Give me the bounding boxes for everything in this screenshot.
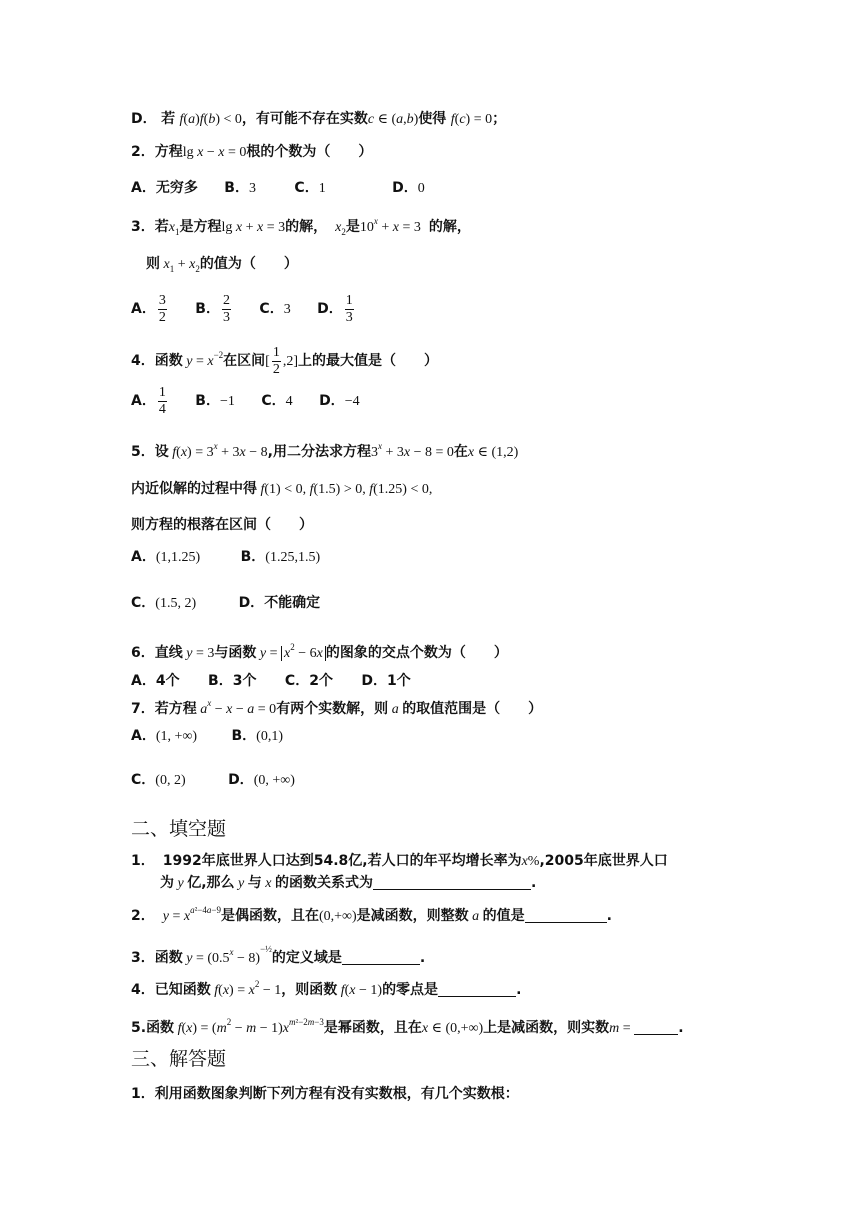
answer-blank[interactable] (634, 1020, 678, 1035)
question-5-line-2: 内近似解的过程中得 f(1) < 0, f(1.5) > 0, f(1.25) < 0, (131, 481, 433, 497)
question-4: 4．函数 $y = x^{-2}$在区间[ $\frac{1}{2}$ ,2]上的最大值是（ ） (131, 345, 439, 378)
answer-blank[interactable] (373, 875, 531, 890)
question-6-options: A．4个 B．3个 C．2个 D．1个 (131, 673, 411, 689)
fill-question-4: 4．已知函数 $f(x) = x^2 - 1$，则函数 f(x − 1)的零点是 . (131, 979, 522, 998)
question-number: 2． (131, 144, 155, 160)
question-2-options: A．无穷多 B．3 C．1 D．0 (131, 180, 425, 196)
question-5-line-3: 则方程的根落在区间（ ） (131, 517, 313, 533)
question-5: 5．设 $f(x) = 3^x + 3x - 8$,用二分法求方程$3^x + 3x - 8 = 0$在x ∈ (1,2) (131, 441, 519, 460)
answer-blank[interactable] (438, 982, 516, 997)
option-label: D． (131, 111, 157, 127)
question-3: 3．若$x_1$是方程lg x + x = 3的解， $x_2$是$10^x + x = 3$ 的解， (131, 216, 471, 237)
question-7-options-row-2: C．(0, 2) D．(0, +∞) (131, 772, 295, 788)
question-5-options-row-1: A．(1,1.25) B．(1.25,1.5) (131, 549, 321, 565)
section-heading-solve: 三、解答题 (131, 1048, 227, 1070)
question-d-line: D． 若 f(a)f(b) < 0，有可能不存在实数c ∈ (a,b)使得 f(c) = 0； (131, 111, 507, 127)
question-3-options: A． $\frac{3}{2}$ B． $\frac{2}{3}$ C．3 D． $\frac{1}{3}$ (131, 292, 353, 325)
question-5-options-row-2: C．(1.5, 2) D．不能确定 (131, 595, 321, 611)
question-3-line-2: 则 $x_1 + x_2$的值为（ ） (146, 256, 298, 274)
section-heading-fill-in: 二、填空题 (131, 818, 227, 840)
question-2: 2．方程lg x − x = 0根的个数为（ ） (131, 144, 373, 160)
question-6: 6．直线 y = 3与函数 $y = x^2 - 6x$ 的图象的交点个数为（ ） (131, 642, 508, 661)
fill-question-3: 3．函数 $y = (0.5^x - 8)^{-\frac{1}{2}}$的定义域是 . (131, 944, 426, 966)
answer-blank[interactable] (342, 950, 420, 965)
question-4-options: A． $\frac{1}{4}$ B．−1 C．4 D．−4 (131, 384, 360, 417)
fill-question-2: 2． $y = x^{a^2-4a-9}$是偶函数，且在(0,+∞)是减函数，则整数 a 的值是 . (131, 905, 612, 924)
solve-question-1: 1．利用函数图象判断下列方程有没有实数根，有几个实数根： (131, 1086, 519, 1102)
fill-question-1-line-2: 为 y 亿,那么 y 与 x 的函数关系式为 . (160, 875, 537, 891)
fill-question-1: 1． 1992年底世界人口达到54.8亿,若人口的年平均增长率为x%,2005年底世界人口 (131, 853, 668, 869)
answer-blank[interactable] (525, 908, 607, 923)
question-7-options-row-1: A．(1, +∞) B．(0,1) (131, 728, 283, 744)
question-7: 7．若方程 $a^x - x - a = 0$有两个实数解，则 a 的取值范围是（ ） (131, 698, 543, 717)
fill-question-5: 5.函数 $f(x) = (m^2 - m - 1)x^{m^2-2m-3}$是幂函数，且在x ∈ (0,+∞)上是减函数，则实数m = . (131, 1017, 684, 1036)
